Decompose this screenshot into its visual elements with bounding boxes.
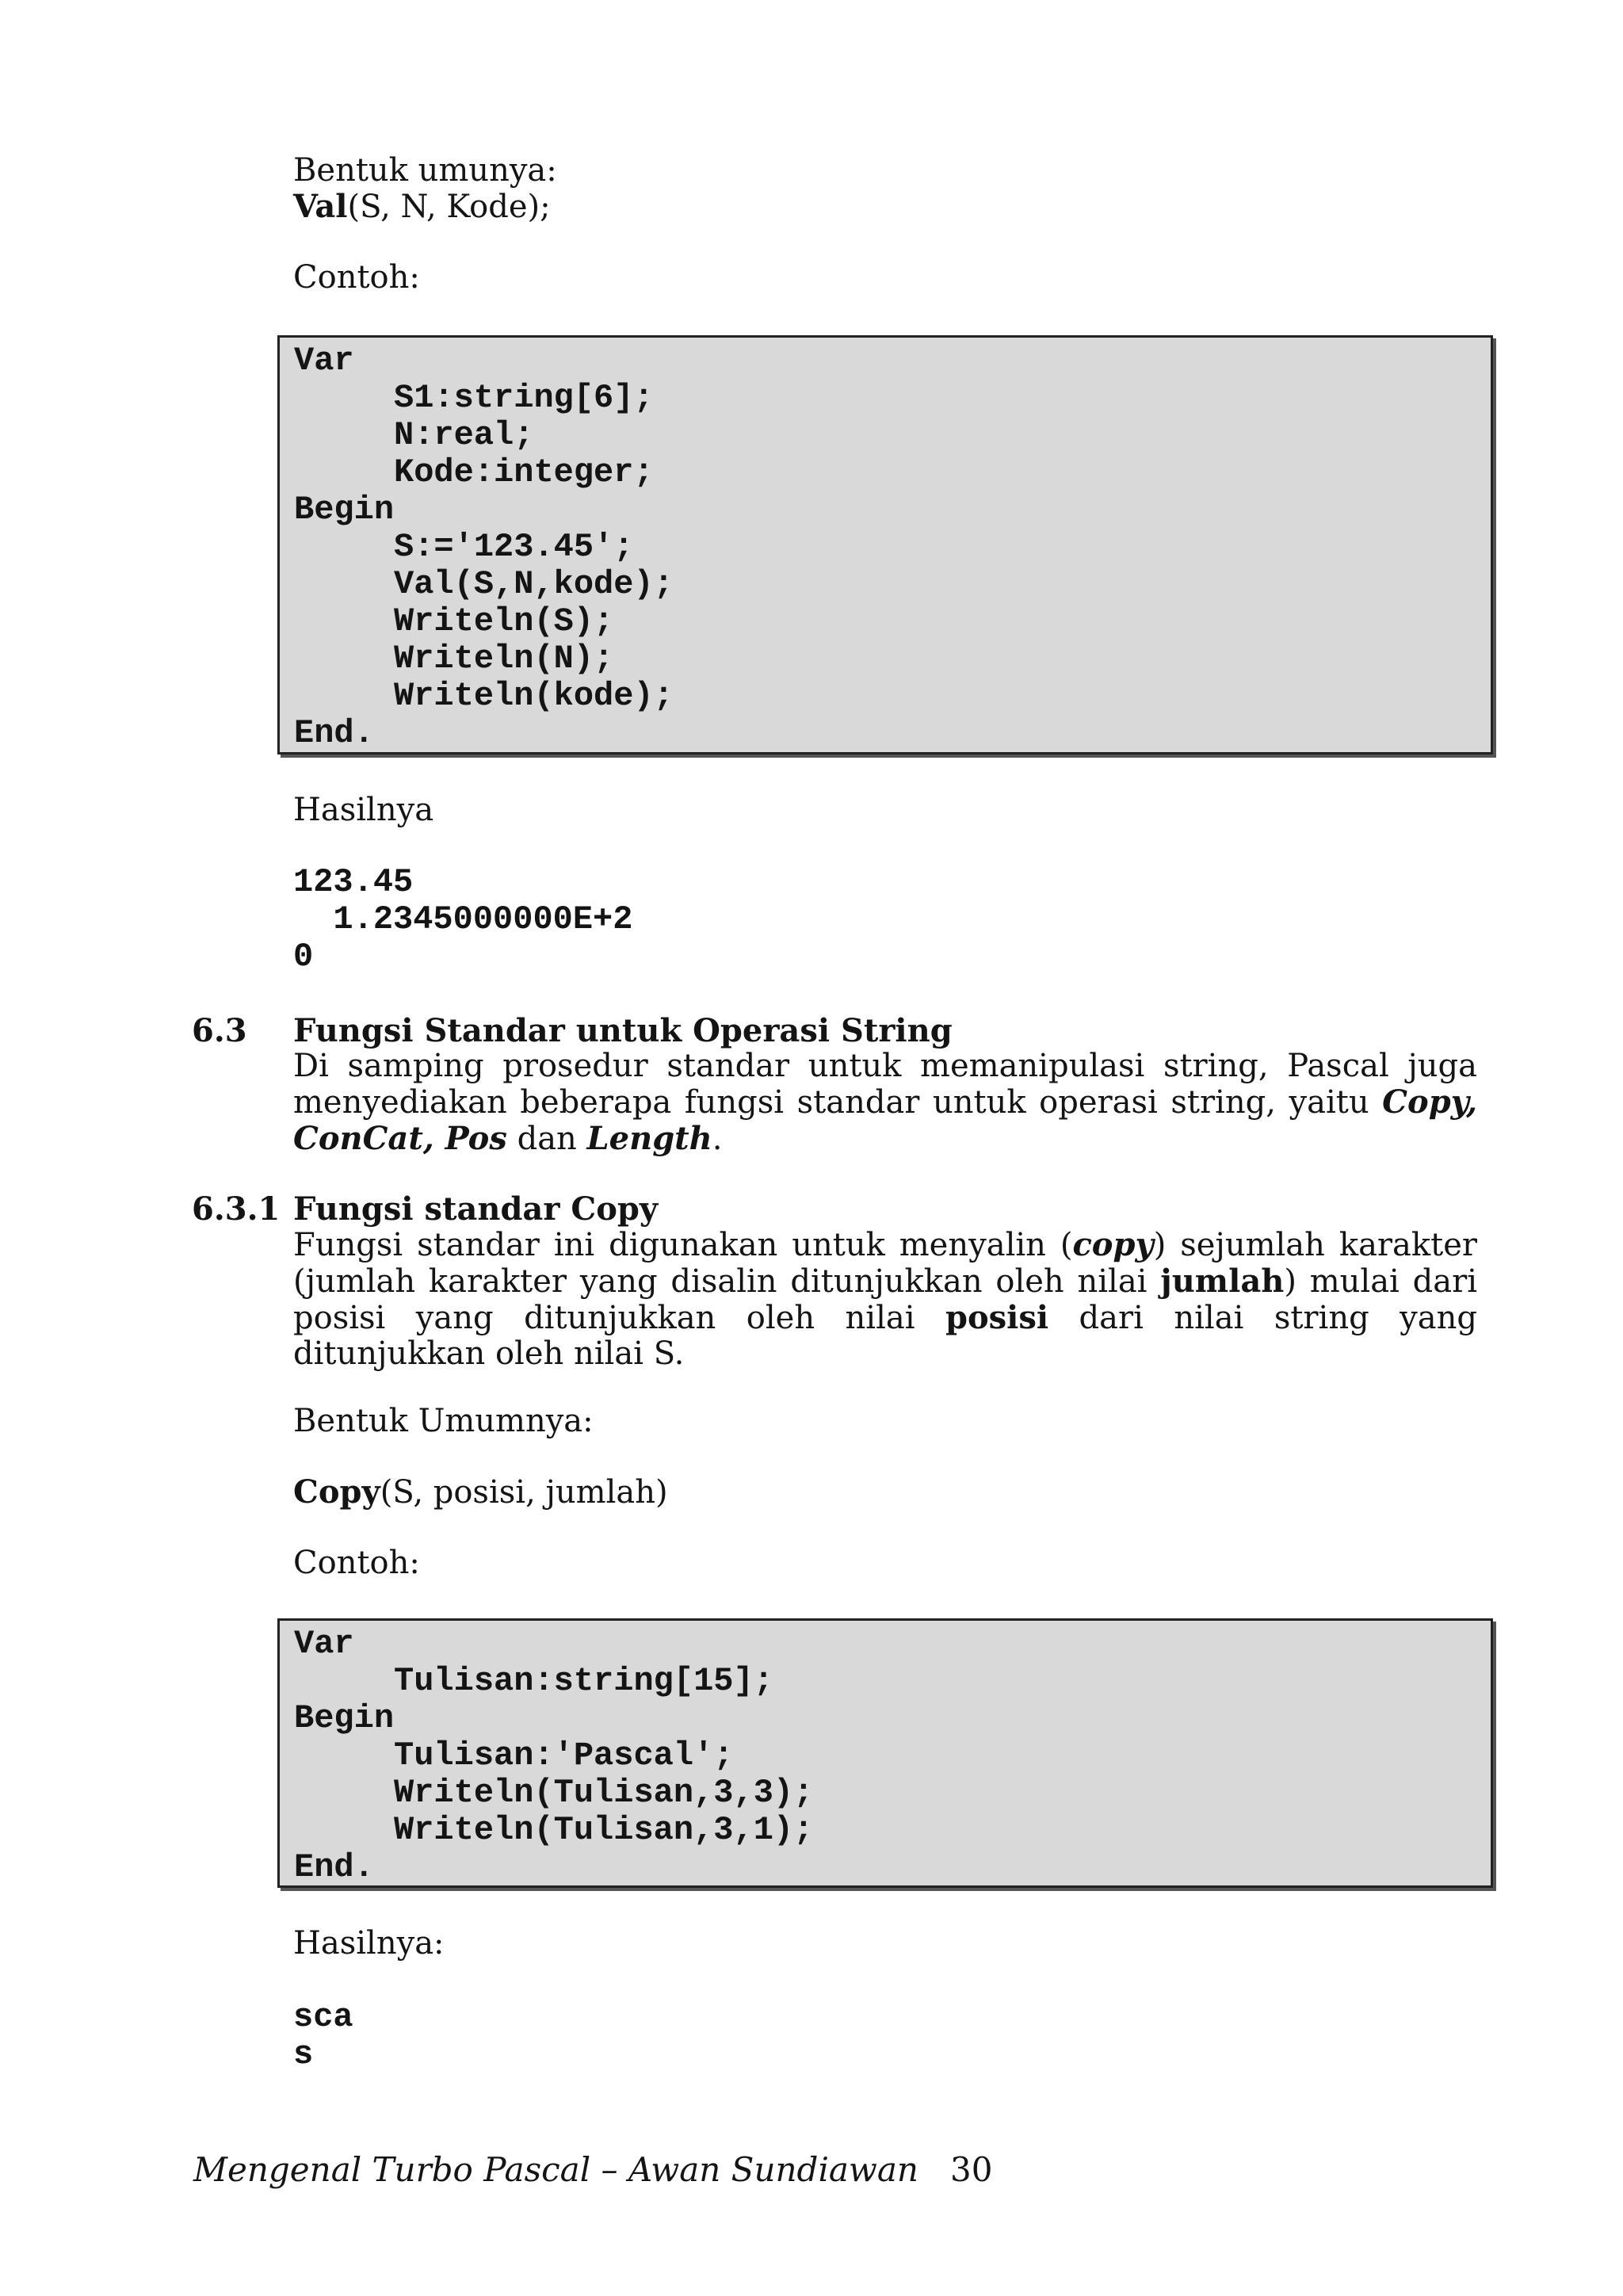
code-line: Tulisan:'Pascal';: [294, 1736, 734, 1775]
code-line: Var: [294, 1625, 354, 1663]
general-form-label: Bentuk Umumnya:: [293, 1403, 594, 1439]
code-line: Writeln(Tulisan,3,3);: [294, 1774, 814, 1812]
book-title: Mengenal Turbo Pascal – Awan Sundiawan: [193, 2150, 918, 2189]
function-name: Copy: [293, 1473, 380, 1511]
code-line: Writeln(Tulisan,3,1);: [294, 1811, 814, 1849]
code-line: Var: [294, 342, 354, 380]
output-line: 0: [293, 938, 314, 976]
code-line: Val(S,N,kode);: [294, 565, 674, 603]
example-label: Contoh:: [293, 1545, 420, 1581]
result-label: Hasilnya: [293, 792, 434, 828]
section-title: Fungsi Standar untuk Operasi String: [293, 1012, 953, 1049]
output-line: 123.45: [293, 863, 414, 901]
page-number: 30: [949, 2150, 993, 2189]
example-label: Contoh:: [293, 259, 420, 296]
code-block-copy: [277, 1618, 1493, 1888]
general-form-syntax: [293, 1474, 668, 1511]
code-block-val: [277, 335, 1493, 755]
subsection-number: 6.3.1: [192, 1190, 281, 1228]
code-line: Kode:integer;: [294, 453, 654, 491]
code-line: S:='123.45';: [294, 528, 634, 566]
output-line: 1.2345000000E+2: [293, 900, 633, 938]
code-line: End.: [294, 714, 374, 752]
code-line: N:real;: [294, 416, 534, 454]
section-paragraph: Di samping prosedur standar untuk memanipulasi string, Pascal juga menyediakan beberapa fungsi standar untuk operasi string, yaitu Copy, ConCat, Pos dan Length.: [293, 1048, 1477, 1157]
code-line: Begin: [294, 1699, 395, 1737]
output-line: s: [293, 2035, 314, 2073]
function-args: (S, posisi, jumlah): [380, 1474, 668, 1511]
subsection-title: Fungsi standar Copy: [293, 1190, 659, 1228]
code-line: Begin: [294, 491, 395, 529]
code-line: Writeln(kode);: [294, 677, 674, 715]
function-name: Val: [293, 188, 348, 225]
page-footer: [193, 2152, 992, 2187]
result-label: Hasilnya:: [293, 1925, 445, 1962]
general-form-syntax: [293, 189, 551, 225]
general-form-label: Bentuk umunya:: [293, 152, 557, 189]
code-line: Writeln(S);: [294, 602, 614, 640]
subsection-paragraph: Fungsi standar ini digunakan untuk menyalin (copy) sejumlah karakter (jumlah karakter yang disalin ditunjukkan oleh nilai jumlah) mulai dari posisi yang ditunjukkan oleh nilai posisi dari nilai string yang ditunjukkan oleh nilai S.: [293, 1226, 1477, 1372]
code-line: End.: [294, 1848, 374, 1886]
section-number: 6.3: [192, 1012, 247, 1049]
code-line: Writeln(N);: [294, 640, 614, 678]
code-line: S1:string[6];: [294, 379, 654, 417]
output-line: sca: [293, 1998, 353, 2036]
function-args: (S, N, Kode);: [347, 189, 551, 225]
code-line: Tulisan:string[15];: [294, 1662, 773, 1700]
